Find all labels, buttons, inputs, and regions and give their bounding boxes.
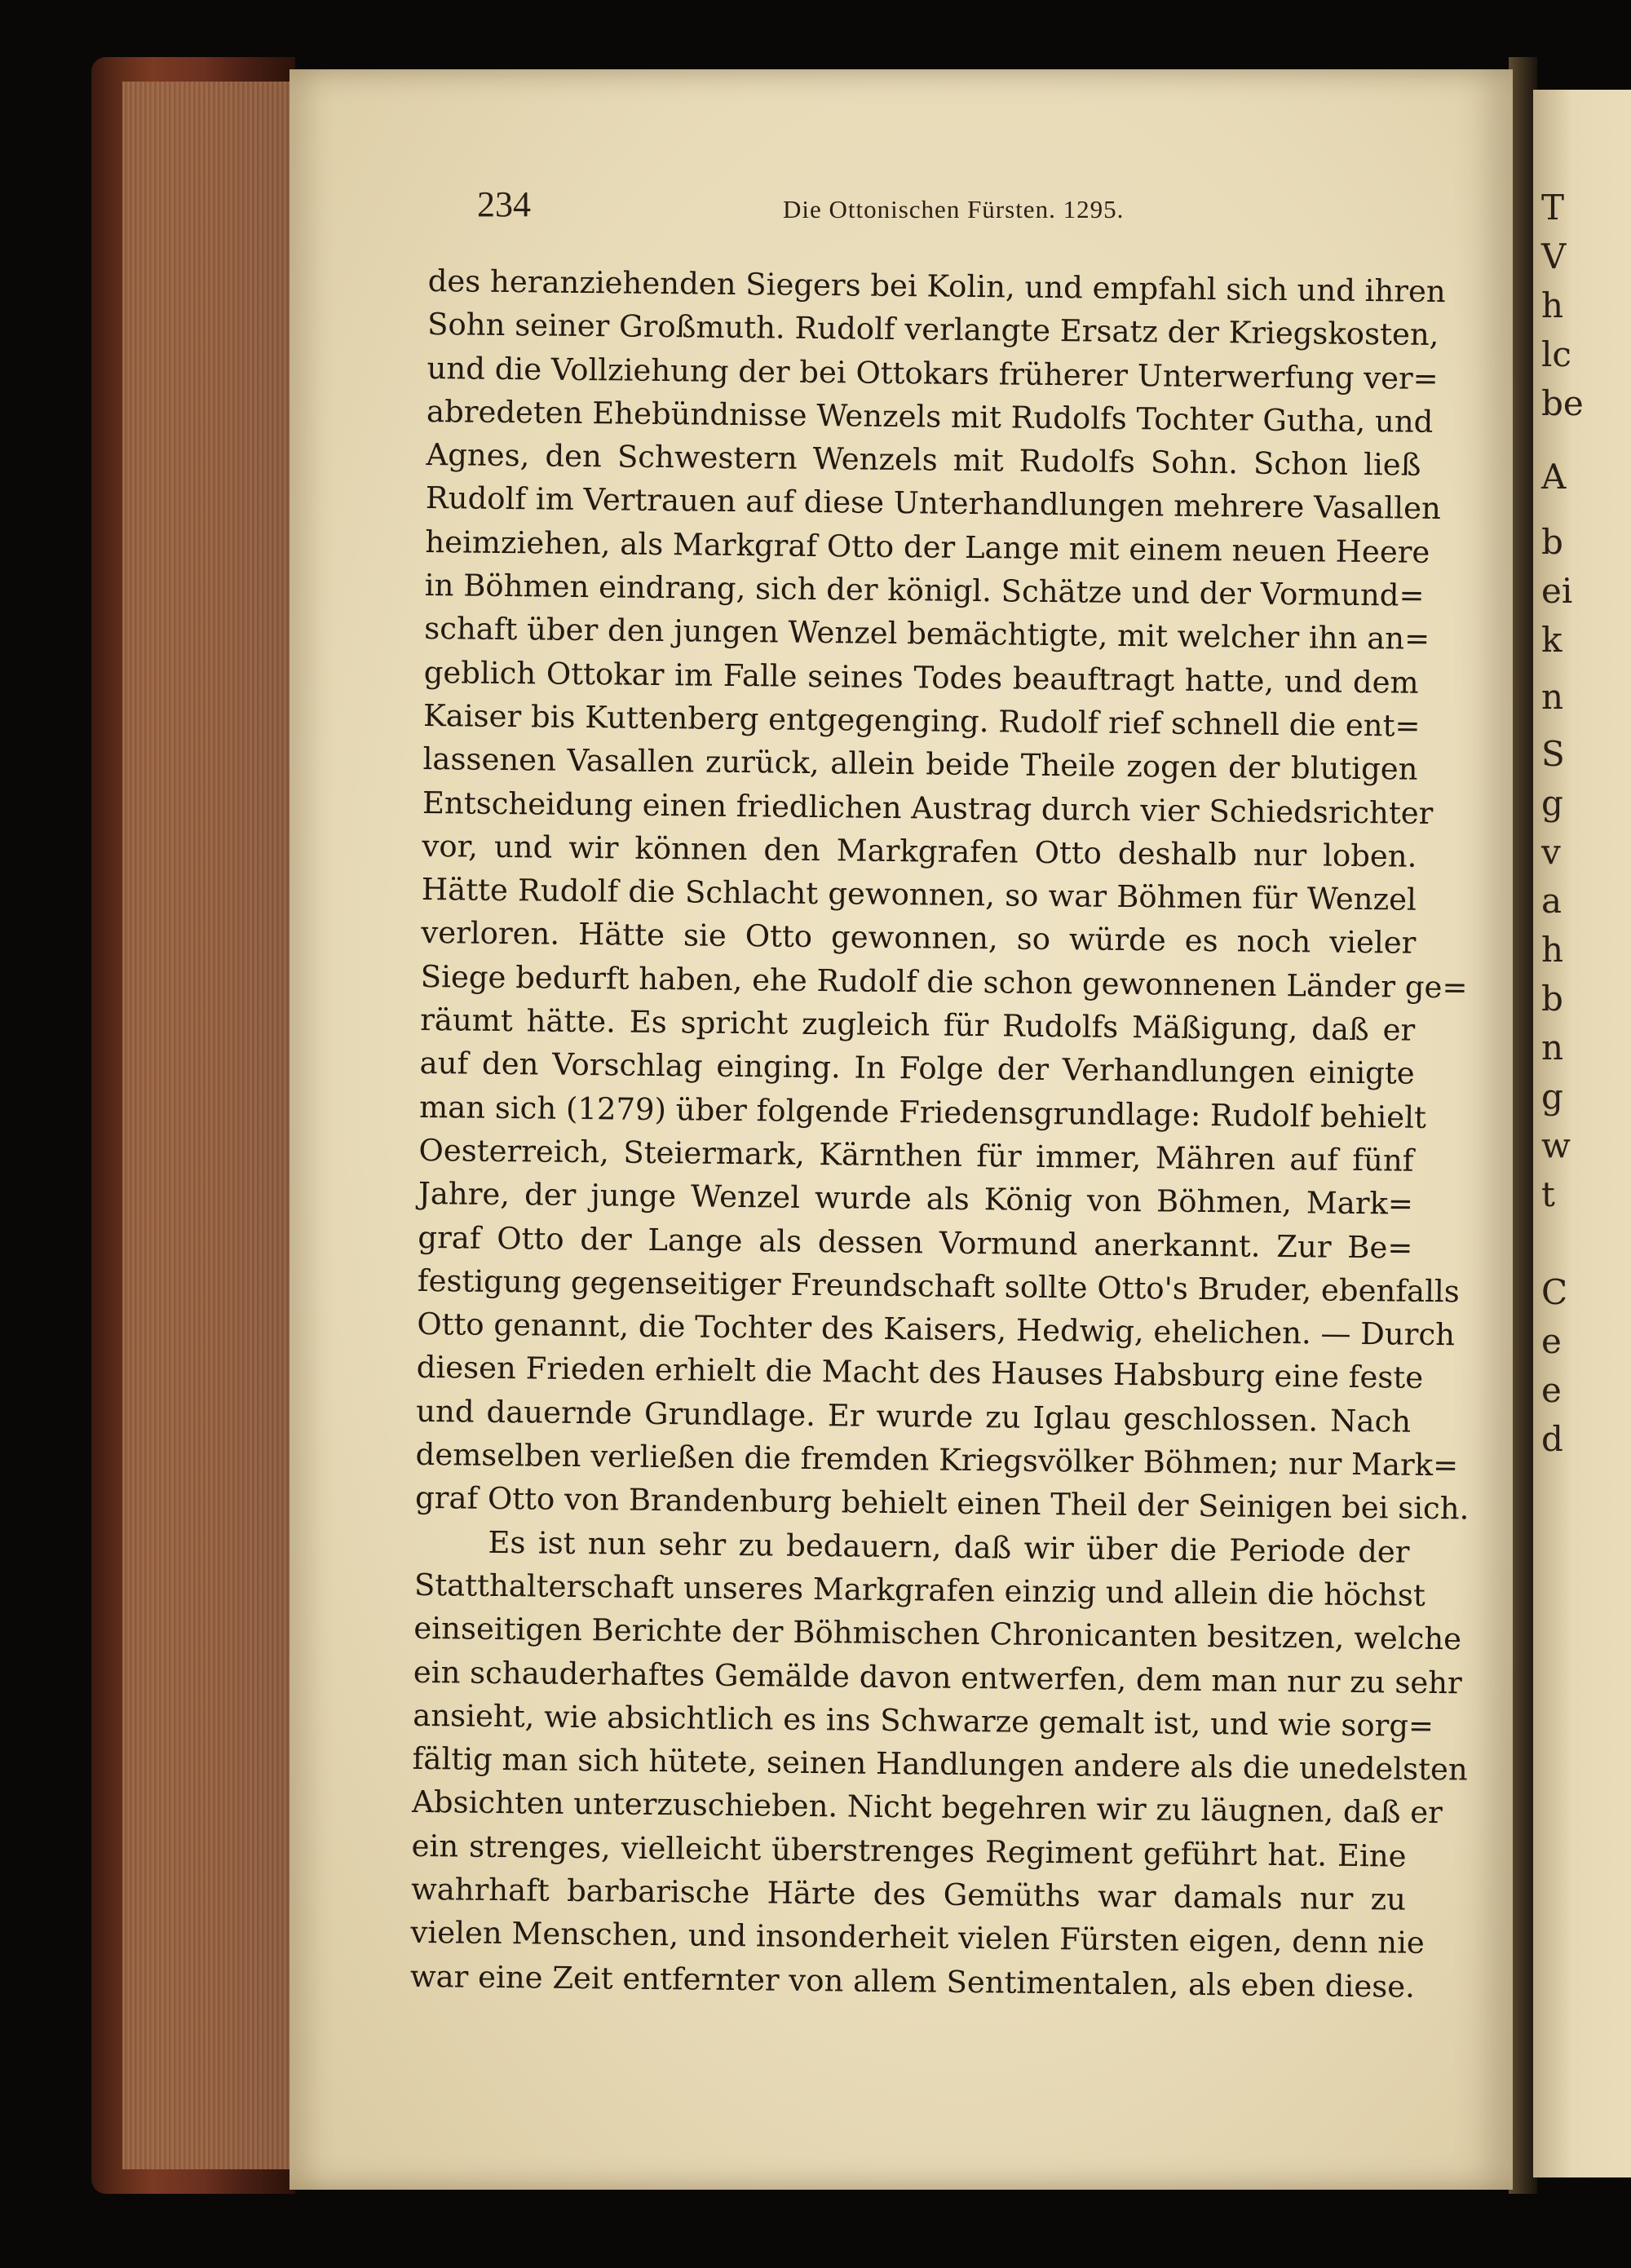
facing-page-fragment: ei <box>1541 571 1573 611</box>
facing-page-fragment: V <box>1541 237 1567 276</box>
text-line: war eine Zeit entfernter von allem Sentimentalen, als eben diese. <box>409 1958 1416 2005</box>
page-number: 234 <box>477 184 531 224</box>
facing-page-fragment: lc <box>1541 334 1571 374</box>
text-line: graf Otto von Brandenburg behielt einen Theil der Seinigen bei sich. <box>414 1480 1470 1527</box>
text-line: schaft über den jungen Wenzel bemächtigte, mit welcher ihn an= <box>424 611 1430 657</box>
facing-page-fragment: n <box>1541 677 1564 717</box>
text-line: graf Otto der Lange als dessen Vormund anerkannt. Zur Be= <box>418 1219 1413 1266</box>
text-line: ein strenges, vielleicht überstrenges Regiment geführt hat. Eine <box>411 1828 1407 1874</box>
text-line: Statthalterschaft unseres Markgrafen einzig und allein die höchst <box>413 1567 1425 1613</box>
text-line: Hätte Rudolf die Schlacht gewonnen, so war Böhmen für Wenzel <box>421 872 1417 917</box>
text-line: räumt hätte. Es spricht zugleich für Rudolfs Mäßigung, daß er <box>420 1001 1416 1048</box>
text-line: und dauernde Grundlage. Er wurde zu Iglau geschlossen. Nach <box>415 1393 1412 1439</box>
facing-page-fragment: v <box>1541 832 1561 872</box>
text-line: Siege bedurft haben, ehe Rudolf die schon gewonnenen Länder ge= <box>420 958 1468 1006</box>
facing-page-fragment: h <box>1541 285 1564 325</box>
text-line: verloren. Hätte sie Otto gewonnen, so würde es noch vieler <box>421 915 1417 962</box>
text-line: auf den Vorschlag einging. In Folge der Verhandlungen einigte <box>419 1046 1415 1092</box>
facing-page-fragment: e <box>1541 1370 1562 1410</box>
text-line: ein schauderhaftes Gemälde davon entwerfen, dem man nur zu sehr <box>413 1654 1462 1700</box>
page-header <box>477 183 1439 241</box>
text-line: lassenen Vasallen zurück, allein beide Theile zogen der blutigen <box>422 741 1418 788</box>
text-line: in Böhmen eindrang, sich der königl. Schätze und der Vormund= <box>424 568 1425 613</box>
text-line: einseitigen Berichte der Böhmischen Chronicanten besitzen, welche <box>413 1611 1462 1657</box>
facing-page-fragment: h <box>1541 930 1564 970</box>
text-line: ansieht, wie absichtlich es ins Schwarze gemalt ist, und wie sorg= <box>413 1697 1434 1744</box>
facing-page-fragment: e <box>1541 1321 1562 1361</box>
text-line: Absichten unterzuschieben. Nicht begehren wir zu läugnen, daß er <box>411 1784 1443 1831</box>
text-line: vielen Menschen, und insonderheit vielen Fürsten eigen, denn nie <box>410 1915 1425 1961</box>
text-line: Rudolf im Vertrauen auf diese Unterhandlungen mehrere Vasallen <box>425 480 1442 527</box>
facing-page-fragment: g <box>1541 783 1563 823</box>
text-line: Sohn seiner Großmuth. Rudolf verlangte Ersatz der Kriegskosten, <box>427 307 1439 353</box>
facing-page-fragment: be <box>1541 383 1584 423</box>
facing-page-fragment: S <box>1541 734 1565 774</box>
text-line: geblich Ottokar im Falle seines Todes beauftragt hatte, und dem <box>423 654 1419 701</box>
facing-page <box>1533 90 1631 2177</box>
facing-page-fragment: d <box>1541 1419 1563 1459</box>
text-line: demselben verließen die fremden Kriegsvölker Böhmen; nur Mark= <box>415 1436 1459 1483</box>
facing-page-fragment: T <box>1541 188 1565 228</box>
paragraph <box>409 1520 1468 2009</box>
text-line: diesen Frieden erhielt die Macht des Hauses Habsburg eine feste <box>416 1350 1424 1396</box>
page-edges <box>122 82 294 2169</box>
facing-page-fragment: b <box>1541 979 1563 1019</box>
text-line: Jahre, der junge Wenzel wurde als König von Böhmen, Mark= <box>418 1176 1414 1222</box>
body-text <box>409 259 1470 2009</box>
facing-page-fragment: n <box>1541 1028 1564 1068</box>
facing-page-fragment: w <box>1541 1125 1571 1165</box>
facing-page-fragment: t <box>1541 1174 1555 1214</box>
text-line: heimziehen, als Markgraf Otto der Lange mit einem neuen Heere <box>425 524 1430 570</box>
facing-page-fragment: C <box>1541 1272 1568 1312</box>
text-line: festigung gegenseitiger Freundschaft sollte Otto's Bruder, ebenfalls <box>417 1262 1460 1310</box>
facing-page-fragment: a <box>1541 881 1562 921</box>
text-line: und die Vollziehung der bei Ottokars früherer Unterwerfung ver= <box>427 350 1439 396</box>
text-line: Entscheidung einen friedlichen Austrag durch vier Schiedsrichter <box>422 785 1434 831</box>
facing-page-fragment: A <box>1541 457 1567 497</box>
facing-page-fragment: g <box>1541 1077 1563 1116</box>
text-line: abredeten Ehebündnisse Wenzels mit Rudolfs Tochter Gutha, und <box>426 393 1434 440</box>
text-line: Es ist nun sehr zu bedauern, daß wir über die Periode der <box>488 1524 1410 1570</box>
text-line: Oesterreich, Steiermark, Kärnthen für immer, Mähren auf fünf <box>418 1132 1414 1178</box>
text-line: man sich (1279) über folgende Friedensgrundlage: Rudolf behielt <box>418 1089 1427 1135</box>
facing-page-fragment: k <box>1541 620 1562 660</box>
text-line: Agnes, den Schwestern Wenzels mit Rudolfs Sohn. Schon ließ <box>426 437 1421 483</box>
text-line: fältig man sich hütete, seinen Handlungen andere als die unedelsten <box>412 1740 1468 1788</box>
text-line: wahrhaft barbarische Härte des Gemüths war damals nur zu <box>410 1871 1407 1917</box>
text-line: des heranziehenden Siegers bei Kolin, und empfahl sich und ihren <box>427 263 1446 310</box>
paragraph <box>414 259 1470 1530</box>
running-title: Die Ottonischen Fürsten. 1295. <box>783 195 1125 223</box>
facing-page-fragment: b <box>1541 522 1563 562</box>
text-line: vor, und wir können den Markgrafen Otto deshalb nur loben. <box>422 828 1417 874</box>
text-line: Kaiser bis Kuttenberg entgegenging. Rudolf rief schnell die ent= <box>422 697 1421 744</box>
text-line: Otto genannt, die Tochter des Kaisers, Hedwig, ehelichen. — Durch <box>417 1306 1456 1353</box>
